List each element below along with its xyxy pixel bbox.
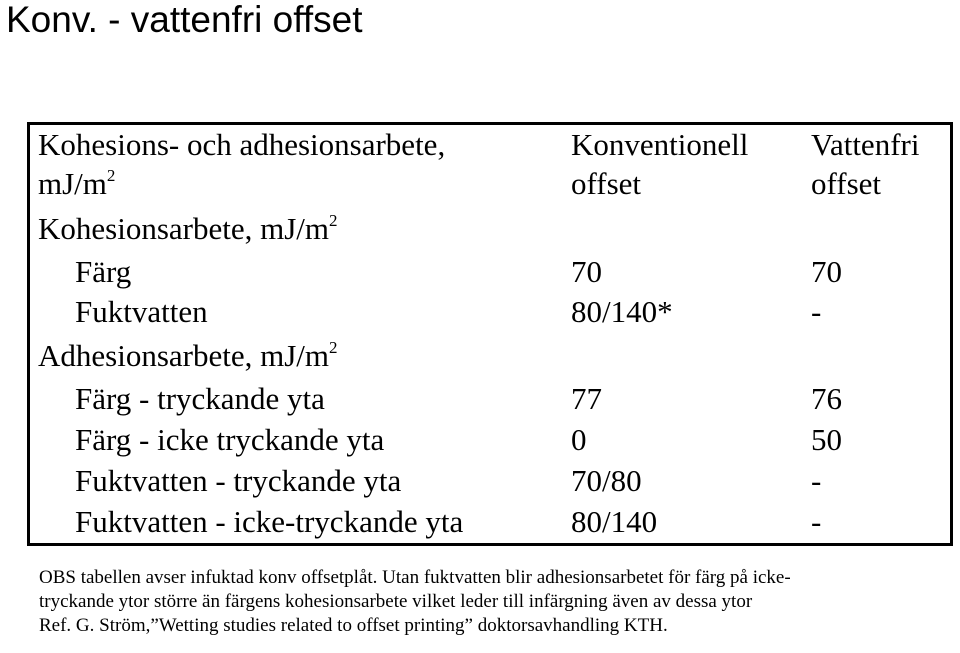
row-value-konventionell: 80/140* [571, 294, 673, 329]
slide-title: Konv. - vattenfri offset [6, 0, 363, 40]
header-col-vattenfri-line1: Vattenfri [811, 127, 920, 162]
row-value-vattenfri: - [811, 463, 822, 498]
row-value-konventionell: 80/140 [571, 504, 658, 539]
footnote-obs-line2: tryckande ytor större än färgens kohesionsarbete vilket leder till infärgning även av dessa ytor [39, 591, 753, 612]
row-label: Färg [75, 254, 132, 289]
row-label: Fuktvatten - icke-tryckande yta [75, 504, 464, 539]
row-value-vattenfri: 76 [811, 381, 842, 416]
row-label: Fuktvatten [75, 294, 208, 329]
section-title-adhesionsarbete: Adhesionsarbete, $mJ/m^2$ [38, 338, 338, 373]
footnotes [39, 566, 954, 638]
row-label: Fuktvatten - tryckande yta [75, 463, 402, 498]
row-value-vattenfri: - [811, 504, 822, 539]
footnote-reference: Ref. G. Ström,”Wetting studies related to offset printing” doktorsavhandling KTH. [39, 615, 668, 636]
header-col-konventionell-line2: offset [571, 166, 642, 201]
header-label-line1: Kohesions- och adhesionsarbete, [38, 127, 446, 162]
row-value-konventionell: 70 [571, 254, 602, 289]
row-value-vattenfri: 50 [811, 422, 842, 457]
header-col-konventionell-line1: Konventionell [571, 127, 749, 162]
row-value-konventionell: 77 [571, 381, 602, 416]
header-label-line2: $mJ/m^2$ [38, 166, 116, 201]
section-title-kohesionsarbete: Kohesionsarbete, $mJ/m^2$ [38, 211, 338, 246]
footnote-obs-line1: OBS tabellen avser infuktad konv offsetplåt. Utan fuktvatten blir adhesionsarbetet för färg på icke- [39, 567, 791, 588]
header-col-vattenfri-line2: offset [811, 166, 882, 201]
row-value-konventionell: 0 [571, 422, 587, 457]
row-value-vattenfri: 70 [811, 254, 842, 289]
row-label: Färg - icke tryckande yta [75, 422, 385, 457]
row-value-vattenfri: - [811, 294, 822, 329]
row-label: Färg - tryckande yta [75, 381, 325, 416]
row-value-konventionell: 70/80 [571, 463, 642, 498]
